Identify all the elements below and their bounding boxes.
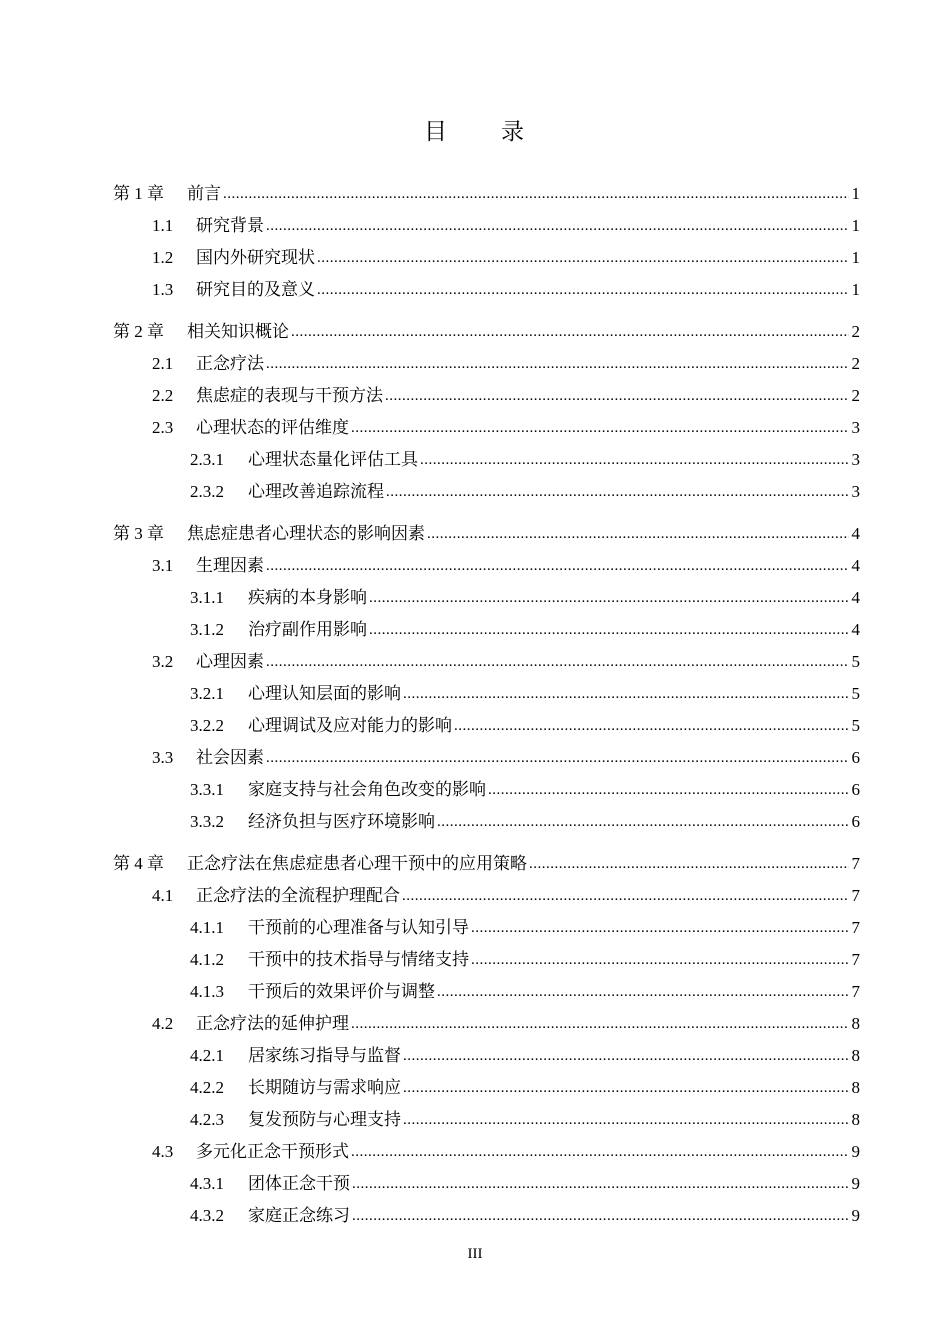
toc-leader-dots <box>266 351 849 376</box>
toc-subsection-entry[interactable] <box>190 810 860 834</box>
toc-chapter-entry[interactable] <box>113 320 860 344</box>
toc-entry-number: 2.3.2 <box>190 482 224 501</box>
toc-leader-dots <box>471 947 849 972</box>
toc-subsection-entry[interactable] <box>190 714 860 738</box>
toc-entry-number: 第 4 章 <box>113 854 164 873</box>
toc-subsection-entry[interactable] <box>190 448 860 472</box>
toc-entry-page: 5 <box>851 652 860 671</box>
toc-entry-number: 2.3 <box>152 418 174 437</box>
toc-entry-page: 4 <box>851 524 860 543</box>
toc-entry-number: 3.2.1 <box>190 684 224 703</box>
toc-entry-page: 5 <box>851 684 860 703</box>
toc-entry-label: 正念疗法 <box>196 354 264 373</box>
toc-entry-number: 3.1 <box>152 556 174 575</box>
toc-entry-page: 6 <box>851 748 860 767</box>
toc-entry-number: 1.1 <box>152 216 174 235</box>
toc-subsection-entry[interactable] <box>190 916 860 940</box>
toc-leader-dots <box>529 851 849 876</box>
toc-leader-dots <box>351 415 849 440</box>
toc-entry-page: 8 <box>851 1078 860 1097</box>
toc-entry-label: 相关知识概论 <box>187 322 289 341</box>
toc-entry-page: 3 <box>851 418 860 437</box>
toc-section-entry[interactable] <box>152 214 860 238</box>
toc-entry-number: 4.2.3 <box>190 1110 224 1129</box>
toc-subsection-entry[interactable] <box>190 948 860 972</box>
toc-leader-dots <box>437 979 849 1004</box>
toc-entry-label: 居家练习指导与监督 <box>248 1046 401 1065</box>
toc-entry-number: 1.3 <box>152 280 174 299</box>
toc-section-entry[interactable] <box>152 384 860 408</box>
toc-entry-label: 复发预防与心理支持 <box>248 1110 401 1129</box>
toc-entry-number: 3.3.1 <box>190 780 224 799</box>
toc-leader-dots <box>317 245 849 270</box>
toc-section-entry[interactable] <box>152 1012 860 1036</box>
toc-entry-label: 多元化正念干预形式 <box>196 1142 349 1161</box>
toc-entry-page: 7 <box>851 886 860 905</box>
toc-entry-number: 3.3 <box>152 748 174 767</box>
toc-entry-number: 4.1.2 <box>190 950 224 969</box>
page-number: III <box>467 1246 483 1262</box>
toc-leader-dots <box>223 181 849 206</box>
toc-entry-label: 干预前的心理准备与认知引导 <box>248 918 469 937</box>
toc-leader-dots <box>369 585 849 610</box>
toc-leader-dots <box>403 1043 849 1068</box>
toc-entry-label: 心理状态的评估维度 <box>196 418 349 437</box>
title-part-1: 目 <box>424 119 449 144</box>
toc-entry-number: 3.2 <box>152 652 174 671</box>
toc-subsection-entry[interactable] <box>190 1108 860 1132</box>
toc-entry-label: 干预后的效果评价与调整 <box>248 982 435 1001</box>
toc-entry-label: 社会因素 <box>196 748 264 767</box>
toc-entry-number: 2.2 <box>152 386 174 405</box>
toc-leader-dots <box>266 649 849 674</box>
toc-entry-number: 4.3.1 <box>190 1174 224 1193</box>
toc-leader-dots <box>403 1107 849 1132</box>
toc-leader-dots <box>352 1171 849 1196</box>
toc-entry-page: 4 <box>851 556 860 575</box>
toc-leader-dots <box>420 447 849 472</box>
toc-section-entry[interactable] <box>152 278 860 302</box>
toc-entry-number: 2.1 <box>152 354 174 373</box>
toc-entry-page: 1 <box>851 184 860 203</box>
toc-entry-number: 4.3 <box>152 1142 174 1161</box>
toc-entry-label: 治疗副作用影响 <box>248 620 367 639</box>
toc-entry-label: 经济负担与医疗环境影响 <box>248 812 435 831</box>
toc-entry-page: 8 <box>851 1110 860 1129</box>
toc-entry-page: 8 <box>851 1014 860 1033</box>
toc-subsection-entry[interactable] <box>190 1044 860 1068</box>
toc-entry-number: 3.1.2 <box>190 620 224 639</box>
toc-entry-label: 研究背景 <box>196 216 264 235</box>
toc-leader-dots <box>385 383 849 408</box>
toc-subsection-entry[interactable] <box>190 618 860 642</box>
toc-section-entry[interactable] <box>152 884 860 908</box>
toc-leader-dots <box>386 479 849 504</box>
toc-entry-number: 3.2.2 <box>190 716 224 735</box>
toc-entry-label: 家庭正念练习 <box>248 1206 350 1225</box>
toc-entry-label: 长期随访与需求响应 <box>248 1078 401 1097</box>
toc-entry-label: 国内外研究现状 <box>196 248 315 267</box>
toc-leader-dots <box>454 713 849 738</box>
title-part-2: 录 <box>501 119 526 144</box>
toc-subsection-entry[interactable] <box>190 586 860 610</box>
toc-entry-page: 2 <box>851 322 860 341</box>
toc-chapter-entry[interactable] <box>113 852 860 876</box>
toc-leader-dots <box>352 1203 849 1228</box>
toc-entry-label: 家庭支持与社会角色改变的影响 <box>248 780 486 799</box>
toc-entry-label: 心理调试及应对能力的影响 <box>248 716 452 735</box>
toc-entry-page: 2 <box>851 354 860 373</box>
toc-entry-number: 3.3.2 <box>190 812 224 831</box>
toc-leader-dots <box>266 745 849 770</box>
toc-entry-page: 1 <box>851 280 860 299</box>
toc-entry-label: 干预中的技术指导与情绪支持 <box>248 950 469 969</box>
toc-section-entry[interactable] <box>152 650 860 674</box>
toc-entry-page: 6 <box>851 812 860 831</box>
toc-entry-page: 7 <box>851 918 860 937</box>
toc-leader-dots <box>471 915 849 940</box>
toc-entry-label: 研究目的及意义 <box>196 280 315 299</box>
toc-entry-page: 7 <box>851 950 860 969</box>
toc-entry-page: 4 <box>851 620 860 639</box>
toc-leader-dots <box>317 277 849 302</box>
toc-leader-dots <box>351 1139 849 1164</box>
toc-entry-label: 心理改善追踪流程 <box>248 482 384 501</box>
toc-leader-dots <box>403 1075 849 1100</box>
toc-entry-number: 第 1 章 <box>113 184 164 203</box>
toc-leader-dots <box>351 1011 849 1036</box>
toc-leader-dots <box>369 617 849 642</box>
toc-entry-number: 第 2 章 <box>113 322 164 341</box>
toc-entry-number: 4.1.1 <box>190 918 224 937</box>
toc-leader-dots <box>427 521 849 546</box>
toc-section-entry[interactable] <box>152 746 860 770</box>
toc-entry-number: 4.2.2 <box>190 1078 224 1097</box>
toc-subsection-entry[interactable] <box>190 682 860 706</box>
toc-entry-number: 4.2.1 <box>190 1046 224 1065</box>
toc-entry-page: 7 <box>851 982 860 1001</box>
toc-subsection-entry[interactable] <box>190 1076 860 1100</box>
toc-entry-label: 前言 <box>187 184 221 203</box>
toc-entry-page: 9 <box>851 1142 860 1161</box>
toc-entry-page: 9 <box>851 1206 860 1225</box>
toc-entry-label: 焦虑症患者心理状态的影响因素 <box>187 524 425 543</box>
toc-leader-dots <box>437 809 849 834</box>
toc-entry-number: 4.2 <box>152 1014 174 1033</box>
toc-entry-page: 5 <box>851 716 860 735</box>
toc-entry-page: 1 <box>851 216 860 235</box>
toc-entry-page: 3 <box>851 450 860 469</box>
toc-entry-label: 正念疗法的延伸护理 <box>196 1014 349 1033</box>
toc-entry-page: 7 <box>851 854 860 873</box>
toc-leader-dots <box>402 883 849 908</box>
toc-section-entry[interactable] <box>152 554 860 578</box>
toc-entry-page: 9 <box>851 1174 860 1193</box>
toc-entry-number: 2.3.1 <box>190 450 224 469</box>
toc-chapter-entry[interactable] <box>113 182 860 206</box>
toc-leader-dots <box>291 319 849 344</box>
toc-subsection-entry[interactable] <box>190 980 860 1004</box>
toc-entry-label: 心理认知层面的影响 <box>248 684 401 703</box>
toc-entry-label: 心理状态量化评估工具 <box>248 450 418 469</box>
toc-entry-label: 疾病的本身影响 <box>248 588 367 607</box>
toc-leader-dots <box>266 553 849 578</box>
toc-entry-number: 1.2 <box>152 248 174 267</box>
toc-entry-label: 正念疗法在焦虑症患者心理干预中的应用策略 <box>187 854 527 873</box>
toc-section-entry[interactable] <box>152 352 860 376</box>
toc-entry-page: 4 <box>851 588 860 607</box>
toc-leader-dots <box>488 777 849 802</box>
toc-subsection-entry[interactable] <box>190 480 860 504</box>
toc-entry-number: 3.1.1 <box>190 588 224 607</box>
toc-subsection-entry[interactable] <box>190 1204 860 1228</box>
toc-entry-page: 6 <box>851 780 860 799</box>
toc-entry-page: 2 <box>851 386 860 405</box>
toc-section-entry[interactable] <box>152 1140 860 1164</box>
toc-subsection-entry[interactable] <box>190 1172 860 1196</box>
toc-section-entry[interactable] <box>152 416 860 440</box>
toc-entry-label: 生理因素 <box>196 556 264 575</box>
toc-entry-number: 4.3.2 <box>190 1206 224 1225</box>
toc-entry-page: 1 <box>851 248 860 267</box>
toc-entry-label: 团体正念干预 <box>248 1174 350 1193</box>
toc-leader-dots <box>403 681 849 706</box>
page-title <box>0 113 950 146</box>
toc-chapter-entry[interactable] <box>113 522 860 546</box>
toc-entry-number: 4.1.3 <box>190 982 224 1001</box>
toc-subsection-entry[interactable] <box>190 778 860 802</box>
toc-entry-label: 正念疗法的全流程护理配合 <box>196 886 400 905</box>
toc-entry-label: 焦虑症的表现与干预方法 <box>196 386 383 405</box>
toc-entry-label: 心理因素 <box>196 652 264 671</box>
toc-entry-number: 4.1 <box>152 886 174 905</box>
toc-leader-dots <box>266 213 849 238</box>
toc-entry-page: 8 <box>851 1046 860 1065</box>
toc-entry-page: 3 <box>851 482 860 501</box>
toc-section-entry[interactable] <box>152 246 860 270</box>
toc-entry-number: 第 3 章 <box>113 524 164 543</box>
